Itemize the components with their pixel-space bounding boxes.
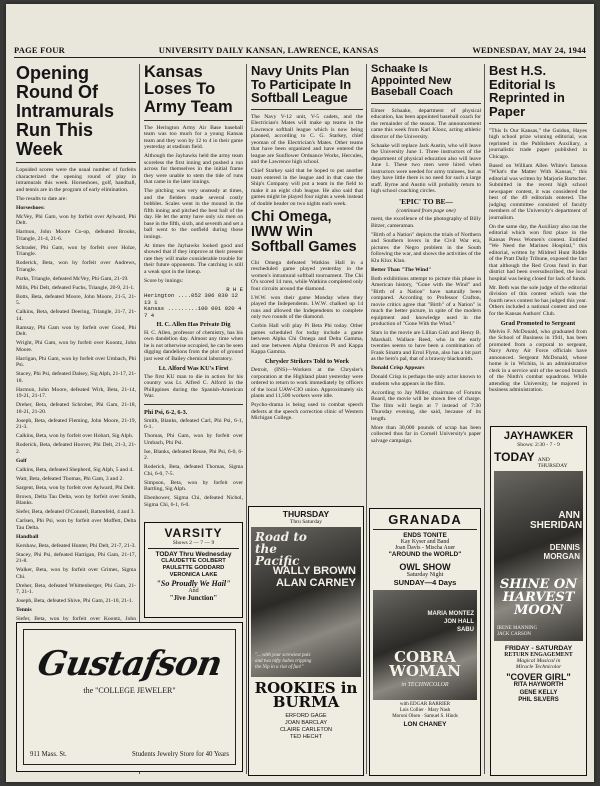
granada-owl-show: OWL SHOW — [399, 562, 451, 572]
box-score-row: Herington ....052 306 030 12 13 1 — [144, 292, 238, 306]
paragraph: ment, the excellence of the photography of Billy Bitzer, cameraman. — [371, 216, 481, 229]
paragraph: Mills, Phi Delt, defeated Fuchs, Triangle, 20-9, 21-1. — [16, 284, 135, 291]
paragraph: Psycho-drama is being used to combat speech defects at the speech correction clinic of Western Michigan College. — [251, 402, 363, 422]
article-epic-body — [371, 216, 481, 444]
paragraph: H. C. Allen, professor of chemistry, has his own dandelion day. Almost any time when he is not otherwise occupied, he can be seen digging dandelions from the plot of ground just west of Bailey chemical laboratory. — [144, 329, 243, 362]
granada-lead: LON CHANEY — [403, 721, 447, 728]
jayhawker-second-feature: "COVER GIRL" — [506, 672, 571, 682]
rookies-credit: TED HECHT — [289, 734, 322, 740]
paragraph: Carlsen, Phi Psi, won by forfeit over Moffett, Delta Tau Delta. — [16, 518, 136, 531]
paragraph: Score by innings: — [144, 277, 184, 284]
paragraph: "Birth of a Nation" depicts the trials of Northern and Southern lovers in the Civil War era, pictures the Negro problem in the South following the war, and shows the activities of the Klu Klux Klan. — [371, 231, 481, 264]
paragraph: Schaake will replace Jack Austin, who will leave the University June 1. Three instructors of the department of physical education also will leave June 1. These two men were hired when instructors were needed for army trainees, but as they have little there is no need for such a large staff. Byrne and Austin will probably return to high school coaching circles. — [371, 142, 481, 195]
paragraph: Schrader, Phi Gam, won by forfeit over Holze, Triangle. — [16, 244, 136, 258]
varsity-second-feature: "Jive Junction" — [169, 594, 218, 602]
varsity-cast-name: CLAUDETTE COLBERT — [161, 558, 226, 564]
column-navy — [251, 64, 363, 504]
divider — [251, 109, 363, 110]
ad-granada-theater — [369, 508, 481, 776]
article-navy-body — [251, 114, 363, 208]
paragraph: Walker, Beta, won by forfeit over Grimes, Sigma Chi. — [16, 567, 136, 580]
paragraph: Roderick, Beta, defeated Thomas, Sigma Chi, 6-0, 7-5. — [144, 464, 243, 477]
paragraph: Thomas, Phi Gam, won by forfeit over Umbach, Phi Psi. — [144, 433, 243, 446]
granada-support-line: with EDGAR BARRIER — [399, 702, 451, 707]
column-rule — [366, 64, 367, 774]
granada-ends: ENDS TONITE — [403, 532, 447, 539]
paragraph: Ramsay, Phi Gam won by forfeit over Good, Phi Delt. — [16, 324, 136, 338]
article-chrysler-body — [251, 367, 363, 422]
paragraph: Donald Crisp Appears — [371, 365, 425, 372]
varsity-cast-name: PAULETTE GODDARD — [162, 565, 225, 571]
jayhawker-color: Miracle Technicolor — [515, 664, 562, 670]
divider — [371, 103, 481, 104]
rookies-credit: CLAIRE CARLETON — [279, 727, 333, 733]
ad-varsity-theater — [144, 522, 243, 618]
paragraph: Wright, Phi Gam, won by forfeit over Koontz, John Moore. — [16, 340, 136, 353]
paragraph: "This Is Our Kansas," the Guidon, Hayes high school prize winning editorial, was reprinted in the Publishers Auxiliary, a journalistic trade paper published in Chicago. — [489, 127, 587, 160]
divider — [144, 120, 243, 121]
paragraph: Better Than "The Wind" — [371, 266, 432, 273]
granada-star: JON HALL — [444, 619, 474, 625]
paragraph: According to Jay Miller, chairman of Forums Board, the movie will be shown free of charge. The film will begin at 7 instead of 7:30 Thursday evening, she said, because of its length. — [371, 389, 481, 422]
jayhawker-dates — [494, 450, 583, 469]
granada-sunday: SUNDAY—4 Days — [393, 578, 457, 587]
paragraph: I.W.W. won their game Monday when they played the Independents. I.W.W. chalked up 14 runs and allowed the Independents to complete only two rounds of the diamond. — [251, 294, 363, 321]
paragraph: Stacey, Phi Psi, defeated Dalsey, Sig Alph, 21-17, 21-18. — [16, 371, 136, 384]
paragraph: Horseshoes: — [16, 204, 45, 211]
paragraph: Siefer, Beta, won by forfeit over Koontz, John — [16, 616, 136, 623]
ad-gustafson-jeweler — [16, 622, 243, 772]
jayhawker-name: JAYHAWKER — [503, 430, 574, 442]
continued-note: (continued from page one) — [396, 208, 456, 215]
paragraph: Chi Omega defeated Watkins Hall in a rescheduled game played yesterday in the women's intramural softball tournament. The Chi O's scored 14 runs, while Watkins completed only four circuits around the diamond. — [251, 259, 363, 292]
paragraph: Smith, Blanks, defeated Carl, Phi Psi, 6-1, 6-1. — [144, 417, 243, 431]
varsity-showtimes: Shows 2 — 7 — 9 — [172, 540, 215, 546]
granada-color: in TECHNICOLOR — [401, 682, 449, 688]
paragraph: Joseph, Beta, defeated Shive, Phi Gam, 21-10, 21-1. — [16, 598, 133, 605]
headline-schaake: Schaake Is Appointed New Baseball Coach — [371, 64, 453, 99]
paragraph: Harmon, John Moore Co-op, defeated Brooks, Triangle, 21-4, 21-6. — [16, 229, 136, 242]
jayhawker-extra-name: JACK CARSON — [497, 632, 532, 637]
varsity-cast — [148, 558, 239, 579]
paragraph: The first KU man to die in action for his country was Lt. Alfred C. Alford in the Philippines during the Spanish-American War. — [144, 373, 243, 400]
paragraph: Ebenhower, Sigma Chi, defeated Nichol, Sigma Chi, 6-1, 6-0. — [144, 495, 243, 508]
paragraph: Corbin Hall will play Pi Beta Phi today. Other games scheduled for today include a game between Alpha Chi Omega and Delta Gamma, and one between Alpha Omicron Pi and Kappa Kappa Gamma. — [251, 323, 363, 356]
jayhawker-showtimes: Shows: 2:30 - 7 - 9 — [517, 442, 560, 448]
article-army-body — [144, 125, 243, 285]
paragraph: Stars in the movie are Lillian Gish and Henry B. Marshall. Wallace Reed, who in the early twenties seems to have been a combination of Frank Sinatra and Errol Flynn, also has a bit part as the hero's pal, that of a brawny blacksmith. — [371, 330, 481, 363]
column-rule — [484, 64, 485, 774]
headline-editorial: Best H.S. Editorial Is Reprinted in Paper — [489, 64, 565, 119]
road-when: THURSDAY — [282, 509, 330, 519]
article-chiomega-body — [251, 260, 363, 356]
rookies-credit: ERFORD GAGE — [285, 713, 327, 719]
paragraph: Calkins, Beta, defeated Deering, Triangle, 21-7, 21-14. — [16, 309, 136, 322]
article-tennis-body — [144, 418, 243, 509]
paragraph: Siefer, Beta, defeated O'Connell, Battenfeld, 4 and 3. — [16, 509, 135, 516]
paragraph: Stacey, Phi Psi, defeated Hartigan, Phi Gam, 21-17, 21-8. — [16, 551, 136, 565]
granada-owl-when: Saturday Night — [406, 572, 444, 578]
newspaper-page — [6, 4, 594, 782]
paragraph: Handball — [16, 533, 39, 540]
paragraph: Calkins, Beta, won by forfeit over Hobart, Sig Alph. — [16, 433, 134, 440]
article-allen-body — [144, 330, 243, 363]
rookies-credit: JOAN BARCLAY — [284, 720, 328, 726]
paragraph: Donald Crisp is perhaps the only actor known to students who appears in the film. — [371, 374, 481, 387]
paragraph: Watt, Beta, defeated Thomas, Phi Gam, 3 and 2. — [16, 475, 124, 482]
paragraph: At times the Jayhawks looked good and showed that if they improve at their present rate they will make considerable trouble for their future opponents. The catching is still a weak spot in the lineup. — [144, 242, 243, 275]
column-editorial — [489, 64, 587, 464]
paragraph: Melvin F. McDonald, who graduated from the School of Business in 1941, has been promoted from a corporal to sergeant, Navy Army Air Force officials have announced. Sergeant McDonald, whose home is in Wichita, is an administrative clerk in a service unit of the second branch of the Ninth's combat squadrons. While attending the University, he majored in business administration. — [489, 328, 587, 394]
granada-star: SABU — [456, 627, 474, 633]
subhead-sergeant: Grad Promoted to Sergeant — [500, 319, 576, 327]
road-title: Road to the Pacific — [255, 530, 307, 568]
jayhawker-star-1: ANN SHERIDAN — [530, 510, 583, 531]
paragraph: The Navy V-12 unit, V-5 cadets, and the Electrician's Mates will make up teams in the Lawrence softball league which is now being planned, according to C. G. Starkey, chief yeoman of the Electrician's Mates. Other teams that have been organized and have entered the league are Sunflower Ordnance Works, Hercules, and the Lawrence high school. — [251, 113, 363, 166]
subhead-alford: Lt. Alford Was KU's First — [158, 364, 229, 372]
page-number: PAGE FOUR — [14, 45, 65, 55]
jayhawker-second-cast — [494, 682, 583, 705]
headline-epic: 'EPIC' TO BE— — [399, 197, 453, 207]
granada-star: MARIA MONTEZ — [427, 611, 474, 617]
paragraph: Harmon, John Moore, defeated Wirk, Beta, 21-14, 19-21, 21-17. — [16, 386, 136, 400]
granada-support — [373, 702, 477, 720]
paragraph: Detroit, (INS)—Workers at the Chrysler's corporation at the Highland plant yesterday were ordered to return to work immediately by officers of the local UAW-CIO union. Approximately six plants and 11,500 workers were idle. — [251, 367, 363, 400]
headline-navy: Navy Units Plan To Participate In Softball League — [251, 64, 352, 106]
headline-intramurals: Opening Round Of Intramurals Run This Week — [16, 64, 115, 159]
column-schaake — [371, 64, 481, 504]
granada-stars — [428, 610, 474, 634]
paragraph: Harrigan, Phi Gam, won by forfeit over Umbach, Phi Psi. — [16, 355, 136, 369]
paragraph: On the same day, the Auxiliary also ran the editorial which won first place in the Kansas Press Women's contest. Entitled "We Need the Marines Hospital," this editorial, written by Mildred Hunt Riddle of the Pratt Daily Tribune, exposed the fact that although the Red Cross fund in that district had been oversubscribed, the local hospital was being closed for lack of funds. — [489, 223, 587, 282]
column-army — [144, 64, 243, 519]
tennis-continued-head: Phi Psi, 6-2, 6-3. — [144, 408, 188, 416]
jayhawker-star-2: DENNIS MORGAN — [543, 543, 580, 561]
jayhawker-cast-name: RITA HAYWORTH — [513, 682, 564, 688]
paragraph: The pitching was very unsteady at times, and the fielders made several costly bobbles. Scales went in the mound in the fifth inning and pitched the best ball of the day. He let the army have only six men on base in the fifth, sixth, and seventh and set a ball went to the outfield during those innings. — [144, 188, 243, 240]
granada-title: "AROUND the WORLD" — [388, 551, 462, 558]
gustafson-slogan: Students Jewelry Store for 40 Years — [131, 751, 229, 758]
jayhawker-thursday: THURSDAY — [537, 463, 568, 469]
article-editorial-body — [489, 128, 587, 318]
paragraph: Dreher, Beta, defeated Schrober, Phi Gam, 21-18, 18-21, 21-20. — [16, 402, 136, 415]
granada-poster-art — [373, 590, 477, 700]
running-head — [14, 44, 586, 58]
paragraph: Although the Jayhawks held the army team scoreless the first inning and pushed a run across for themselves in the initial frame they were unable to stem the tide of runs that came in the later innings. — [144, 153, 243, 186]
masthead-line: UNIVERSITY DAILY KANSAN, LAWRENCE, KANSAS — [158, 45, 379, 55]
divider — [144, 404, 243, 405]
paragraph: The results to date are: — [16, 195, 67, 202]
divider — [489, 123, 587, 124]
subhead-chrysler: Chrysler Strikers Told to Work — [264, 358, 350, 366]
road-cast-name: ALAN CARNEY — [275, 577, 356, 589]
varsity-name: VARSITY — [164, 526, 223, 540]
headline-army: Kansas Loses To Army Team — [144, 64, 233, 116]
paragraph: Joseph, Beta, defeated Fleming, John Moore, 21-19, 21-3. — [16, 417, 136, 431]
road-when-sub: Thru Saturday — [289, 519, 323, 525]
box-score — [144, 287, 243, 319]
ad-jayhawker-theater — [490, 426, 587, 776]
gustafson-tagline: the "COLLEGE JEWELER" — [83, 686, 176, 695]
paragraph: Based on William Allen White's famous "What's the Matter With Kansas," this editorial was written by Marjorie Bartscher. Submitted in the recent high school newspaper contest, it was considered the best of the 49 editorials entered. The judging committee consisted of faculty members of the University's department of journalism. — [489, 162, 587, 221]
paragraph: Calkins, Beta, defeated Shepherd, Sig Alph, 5 and 4. — [16, 466, 134, 473]
paragraph: McVey, Phi Gam, won by forfeit over Aylward, Phi Delt. — [16, 213, 136, 227]
gustafson-footer — [30, 751, 229, 758]
gustafson-logo: Gustafson — [34, 644, 225, 684]
article-intramurals-body — [16, 167, 136, 624]
paragraph: Parks, Triangle, defeated McVey, Phi Gam, 21-19. — [16, 275, 129, 282]
paragraph: Botts, Beta, defeated Moore, John Moore, 21-5, 21-5. — [16, 293, 136, 307]
headline-chiomega: Chi Omega, IWW Win Softball Games — [251, 208, 357, 256]
paragraph: Lopsided scores were the usual number of forfeits characterized the opening round of play in intramurals this week. Horseshoes, golf, handball, and tennis are in the program of early elimination. — [16, 167, 136, 193]
column-intramurals — [16, 64, 136, 624]
granada-cast-2: Joan Davis - Mischa Auer — [394, 545, 456, 551]
gustafson-address: 911 Mass. St. — [30, 751, 67, 758]
paragraph: Chief Starkey said that he hoped to put another team entered in the league and in that case the Ship's Company will put a team in the field to make it an eight club league. He also said that games might be played four nights a week instead of double header on two nights each week. — [251, 168, 363, 207]
paragraph: Both exhibitions attempt to picture this phase in American history, "Gone with the Wind" and "Birth of a Nation" have naturally been compared. According to Professor Crafton, movie critics agree that "Birth" of a Nation" is much the better picture, in spite of the modern equipment and knowledge used in the production of "Gone With the Wind." — [371, 275, 481, 328]
granada-feature: COBRA WOMAN — [389, 648, 461, 680]
jayhawker-extra-cast — [497, 626, 537, 638]
jayhawker-today: TODAY — [494, 450, 535, 464]
article-alford-body — [144, 374, 243, 400]
box-score-row: Kansas .........100 001 020 4 7 4 — [144, 305, 242, 319]
jayhawker-and-thursday — [538, 457, 568, 469]
road-cast-name: WALLY BROWN — [272, 565, 356, 577]
granada-cast: Kay Kyser and Band — [400, 539, 450, 545]
rookies-title: ROOKIES in BURMA — [254, 679, 358, 711]
paragraph: More than 30,000 pounds of scrap has been collected thus far in Cornell University's paper salvage campaign. — [371, 424, 481, 444]
road-quote: "... with your screwiest pals and two nifty babes tripping the Nip in a riot of fun!" — [255, 653, 312, 670]
paragraph: Dreher, Beta, defeated Whittenberger, Phi Gam, 21-7, 21-1. — [16, 582, 136, 596]
article-schaake-body — [371, 108, 481, 195]
box-score-header: R H E — [226, 285, 243, 293]
jayhawker-extra-name: IRENE MANNING — [497, 626, 538, 631]
paragraph: Mr. Beth was the sole judge of the editorial division of this contest which was the fourth news contest he has judged this year. Others included a national contest and one for the Kansas Authors' Club. — [489, 284, 587, 317]
jayhawker-magical: Magical Musical in — [516, 658, 561, 664]
issue-date: WEDNESDAY, MAY 24, 1944 — [472, 45, 586, 55]
ad-road-to-pacific — [248, 506, 364, 776]
paragraph: Sargent, Beta, won by forfeit over Aylward, Phi Delt. — [16, 484, 136, 491]
rookies-credits — [251, 713, 361, 741]
jayhawker-when: FRIDAY - SATURDAY — [504, 645, 573, 652]
granada-name: GRANADA — [388, 512, 462, 527]
varsity-and: And — [188, 588, 199, 594]
paragraph: Elmer Schaake, department of physical education, has been appointed baseball coach for the remainder of the season. The announcement came this week from Karl Klooz, acting athletic director of the University. — [371, 107, 481, 140]
granada-support-line: Moroni Olsen · Samuel S. Hinds — [392, 714, 458, 719]
paragraph: Roderick, Beta, won by forfeit over Andrews, Triangle. — [16, 260, 136, 273]
paragraph: Brown, Delta Tau Delta, won by forfeit over Smith, Blanks. — [16, 493, 136, 507]
jayhawker-and: AND — [537, 457, 550, 463]
jayhawker-cast-name: GENE KELLY — [519, 689, 558, 696]
road-cast — [273, 565, 356, 589]
paragraph: The Herington Army Air Base baseball team was too much for a young Kansas team and they won by 12 to 4 in their game yesterday at stadium field. — [144, 124, 243, 151]
subhead-allen: H. C. Allen Has Private Dig — [156, 320, 231, 328]
paragraph: Simpson, Beta, won by forfeit over Bartling, Sig Alph. — [144, 479, 243, 493]
paragraph: Kershaw, Beta, defeated Hunter, Phi Delt, 21-7, 21-3. — [16, 542, 136, 549]
granada-support-line: Lois Collier · Mary Nash — [399, 708, 451, 713]
jayhawker-cast-name: PHIL SILVERS — [518, 697, 559, 703]
column-rule — [246, 64, 247, 774]
paragraph: Roderick, Beta, defeated Hoover, Phi Delt, 21-3, 21-2. — [16, 442, 136, 455]
divider — [16, 162, 136, 163]
paragraph: Tennis — [16, 607, 32, 614]
jayhawker-feature-title: SHINE ON HARVEST MOON — [499, 577, 578, 618]
varsity-when: TODAY Thru Wednesday — [155, 551, 232, 558]
road-poster-art — [251, 527, 361, 677]
paragraph: Golf — [16, 457, 27, 464]
article-sergeant-body — [489, 329, 587, 394]
jayhawker-poster-art — [494, 471, 583, 641]
jayhawker-return: RETURN ENGAGEMENT — [504, 652, 573, 658]
varsity-cast-name: VERONICA LAKE — [169, 572, 218, 578]
paragraph: Ise, Blanks, defeated Reuse, Phi Psi, 6-0, 6-2. — [144, 448, 243, 462]
varsity-feature: "So Proudly We Hail" — [156, 579, 231, 588]
